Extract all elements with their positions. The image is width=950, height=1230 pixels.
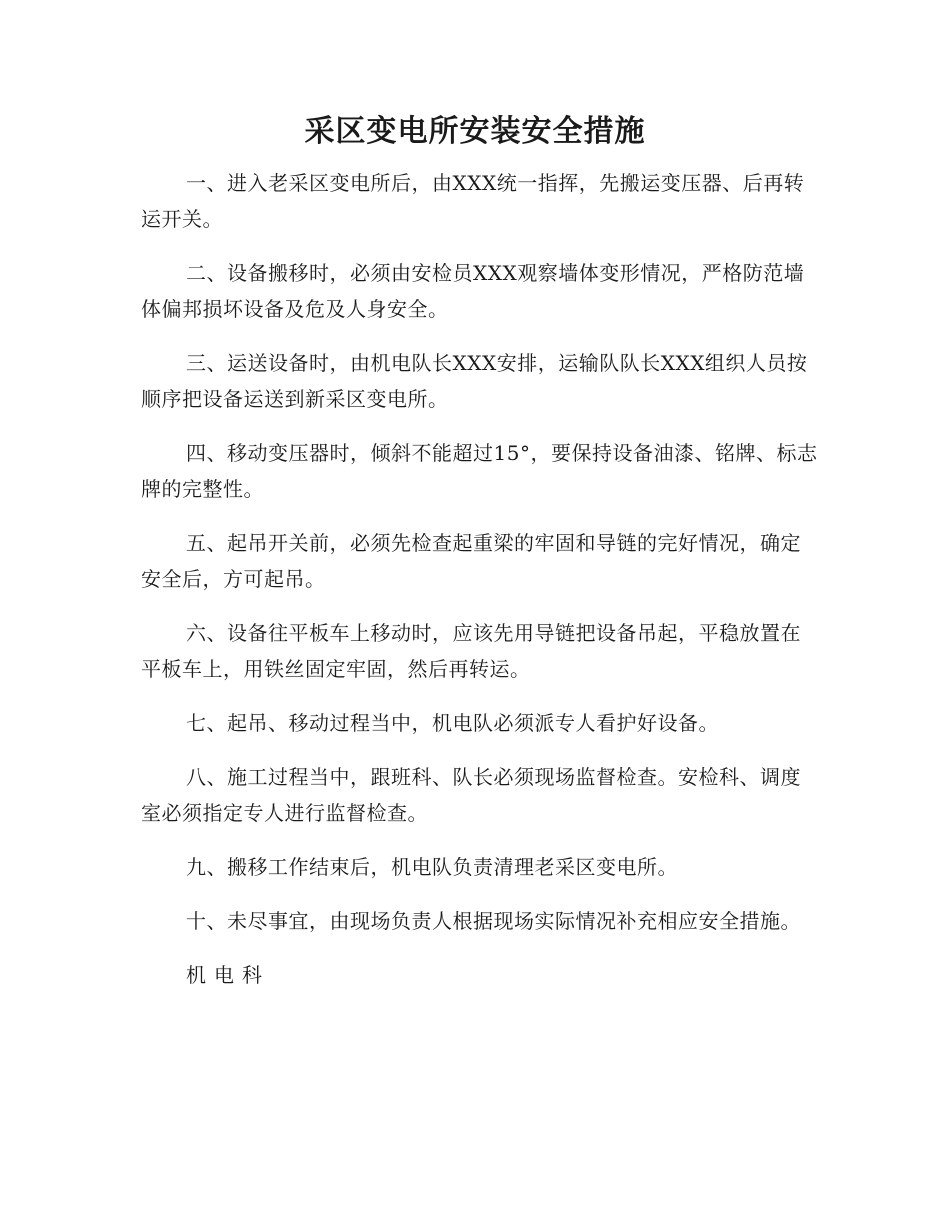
paragraph-10: 十、未尽事宜，由现场负责人根据现场实际情况补充相应安全措施。 xyxy=(186,909,801,933)
document-title: 采区变电所安装安全措施 xyxy=(304,114,646,149)
paragraph-4: 四、移动变压器时，倾斜不能超过15°，要保持设备油漆、铭牌、标志牌的完整性。 xyxy=(141,441,818,501)
paragraph-1: 一、进入老采区变电所后，由XXX统一指挥，先搬运变压器、后再转运开关。 xyxy=(141,171,805,231)
paragraph-9: 九、搬移工作结束后，机电队负责清理老采区变电所。 xyxy=(186,855,678,879)
signature: 机电科 xyxy=(186,963,270,987)
paragraph-3: 三、运送设备时，由机电队长XXX安排，运输队队长XXX组织人员按顺序把设备运送到新采区变电所。 xyxy=(141,351,808,411)
paragraph-2: 二、设备搬移时，必须由安检员XXX观察墙体变形情况，严格防范墙体偏邦损坏设备及危及人身安全。 xyxy=(141,261,805,321)
paragraph-8: 八、施工过程当中，跟班科、队长必须现场监督检查。安检科、调度室必须指定专人进行监督检查。 xyxy=(141,765,801,825)
paragraph-5: 五、起吊开关前，必须先检查起重梁的牢固和导链的完好情况，确定安全后，方可起吊。 xyxy=(141,531,801,591)
paragraph-6: 六、设备往平板车上移动时，应该先用导链把设备吊起，平稳放置在平板车上，用铁丝固定牢固，然后再转运。 xyxy=(141,621,801,681)
paragraph-7: 七、起吊、移动过程当中，机电队必须派专人看护好设备。 xyxy=(186,711,719,735)
document-body xyxy=(141,165,821,993)
